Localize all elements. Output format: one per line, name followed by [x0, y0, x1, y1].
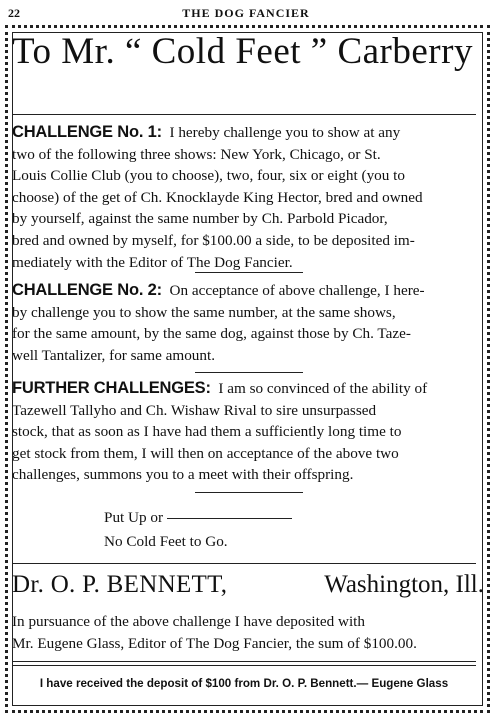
further-line: stock, that as soon as I have had them a sufficiently long time to — [12, 423, 402, 441]
challenge-1-line: by yourself, against the same number by Ch. Parbold Picador, — [12, 210, 388, 228]
further-line — [12, 378, 476, 400]
page-number: 22 — [8, 6, 20, 20]
challenge-1-line: choose) of the get of Ch. Knocklayde King Hector, bred and owned — [12, 188, 423, 206]
further-line: Tazewell Tallyho and Ch. Wishaw Rival to sire unsurpassed — [12, 401, 377, 419]
challenge-1-lead: CHALLENGE No. 1: — [12, 123, 162, 141]
rule-above-receipt-double — [12, 665, 476, 666]
no-cold-feet: No Cold Feet to Go. — [104, 533, 228, 550]
challenge-1-line: Louis Collie Club (you to choose), two, four, six or eight (you to — [12, 167, 405, 185]
deposit-note — [12, 611, 476, 654]
further-line: get stock from them, I will then on acceptance of the above two — [12, 444, 399, 462]
challenge-1-line — [12, 122, 476, 144]
divider — [195, 372, 303, 373]
challenge-2-text: On acceptance of above challenge, I here- — [169, 282, 425, 299]
publication-title: THE DOG FANCIER — [182, 6, 310, 20]
challenge-2-line — [12, 280, 476, 302]
deposit-line: Mr. Eugene Glass, Editor of The Dog Fancier, the sum of $100.00. — [12, 634, 417, 652]
further-text: I am so convinced of the ability of — [218, 380, 428, 397]
put-up-text: Put Up or — [104, 509, 164, 526]
challenge-2-line: well Tantalizer, for same amount. — [12, 346, 216, 364]
challenge-1-line: two of the following three shows: New York, Chicago, or St. — [12, 145, 381, 163]
divider — [195, 272, 303, 273]
signature-name: Dr. O. P. BENNETT, — [12, 571, 228, 598]
running-head — [6, 6, 486, 22]
rule-above-receipt — [12, 661, 476, 662]
challenge-2-line: by challenge you to show the same number, at the same shows, — [12, 303, 396, 321]
challenge-2-line: for the same amount, by the same dog, against those by Ch. Taze- — [12, 325, 411, 343]
signature-place: Washington, Ill. — [324, 571, 484, 598]
challenge-1-line: mediately with the Editor of The Dog Fancier. — [12, 253, 293, 271]
further-challenges — [12, 378, 476, 486]
blank-line — [167, 518, 292, 519]
put-up-line — [104, 509, 292, 527]
rule-under-headline — [12, 114, 476, 115]
rule-above-signature — [12, 563, 476, 564]
challenge-1-text: I hereby challenge you to show at any — [169, 124, 401, 141]
receipt-note: I have received the deposit of $100 from Dr. O. P. Bennett.— Eugene Glass — [39, 677, 449, 690]
challenge-1-line: bred and owned by myself, for $100.00 a side, to be deposited im- — [12, 231, 415, 249]
challenge-2-lead: CHALLENGE No. 2: — [12, 281, 162, 299]
deposit-line: In pursuance of the above challenge I have deposited with — [12, 613, 365, 630]
divider — [195, 492, 303, 493]
further-lead: FURTHER CHALLENGES: — [12, 379, 211, 397]
further-line: challenges, summons you to a meet with their offspring. — [12, 466, 354, 484]
challenge-2 — [12, 280, 476, 366]
headline: To Mr. “ Cold Feet ” Carberry — [12, 31, 473, 72]
challenge-1 — [12, 122, 476, 273]
